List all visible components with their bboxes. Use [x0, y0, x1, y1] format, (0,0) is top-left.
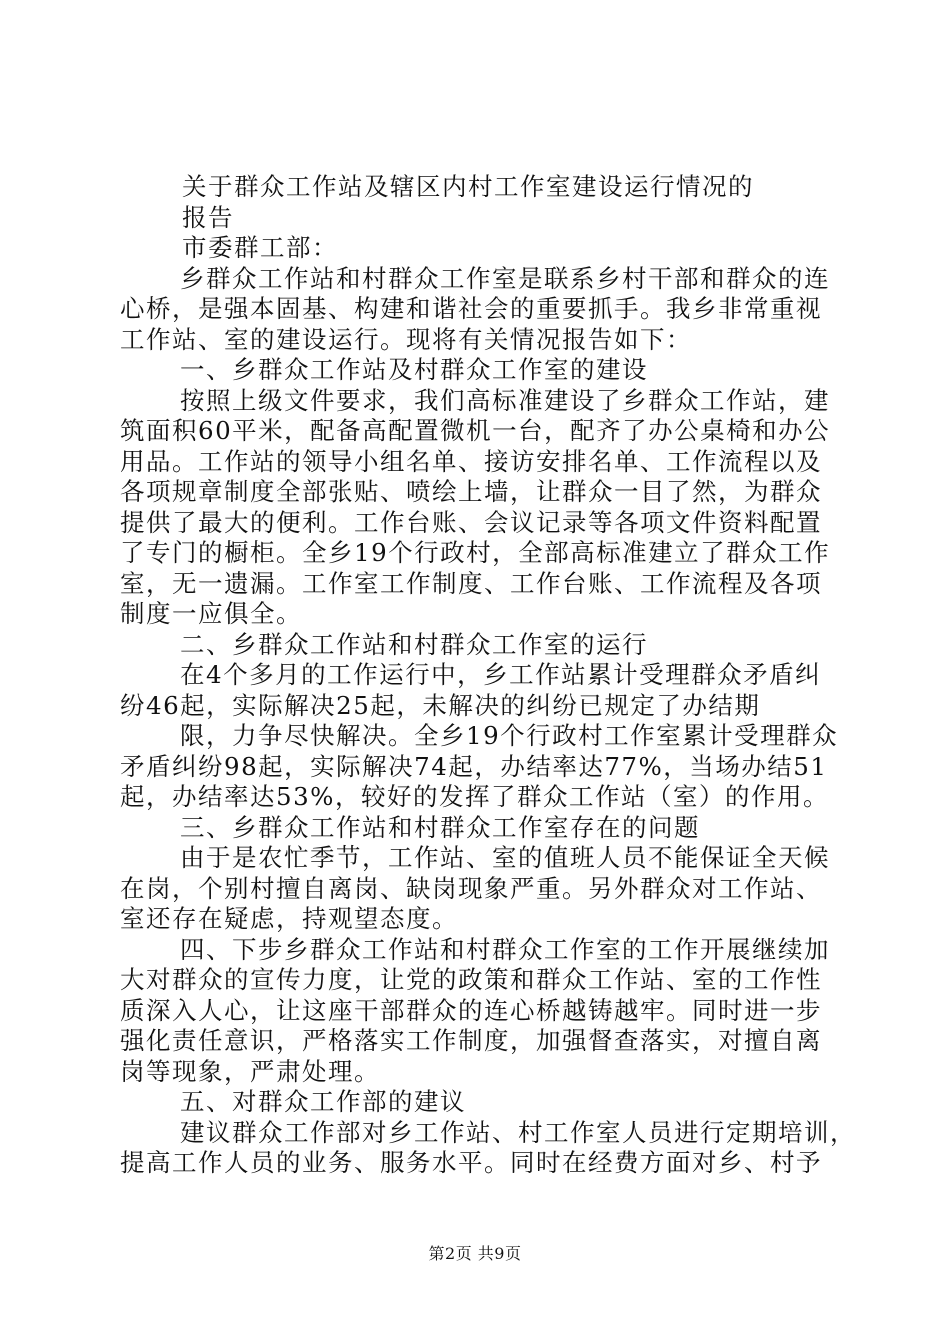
paragraph-line: 限，力争尽快解决。全乡19个行政村工作室累计受理群众	[180, 721, 839, 750]
section-heading: 一、乡群众工作站及村群众工作室的建设	[180, 355, 648, 384]
section-heading: 二、乡群众工作站和村群众工作室的运行	[180, 629, 648, 659]
paragraph-line: 乡群众工作站和村群众工作室是联系乡村干部和群众的连	[180, 263, 830, 293]
document-title-line-1: 关于群众工作站及辖区内村工作室建设运行情况的	[182, 172, 754, 201]
addressee: 市委群工部：	[182, 233, 338, 262]
paragraph-line: 矛盾纠纷98起，实际解决74起，办结率达77%，当场办结51	[120, 751, 828, 781]
paragraph-line: 大对群众的宣传力度，让党的政策和群众工作站、室的工作性	[120, 965, 822, 994]
paragraph-line: 岗等现象，严肃处理。	[120, 1056, 380, 1086]
paragraph-line: 强化责任意识，严格落实工作制度，加强督查落实，对擅自离	[120, 1026, 822, 1055]
paragraph-line: 由于是农忙季节，工作站、室的值班人员不能保证全天候	[180, 843, 830, 872]
paragraph-line: 筑面积60平米，配备高配置微机一台，配齐了办公桌椅和办公	[120, 416, 831, 445]
paragraph-line: 纷46起，实际解决25起，未解决的纠纷已规定了办结期	[120, 690, 761, 720]
paragraph-line: 用品。工作站的领导小组名单、接访安排名单、工作流程以及	[120, 446, 822, 476]
paragraph-line: 起，办结率达53%，较好的发挥了群众工作站（室）的作用。	[120, 782, 829, 811]
paragraph-line: 室还存在疑虑，持观望态度。	[120, 904, 458, 933]
page-number-footer: 第2页 共9页	[428, 1244, 522, 1263]
paragraph-line: 按照上级文件要求，我们高标准建设了乡群众工作站，建	[180, 385, 830, 415]
paragraph-line: 提高工作人员的业务、服务水平。同时在经费方面对乡、村予	[120, 1148, 822, 1177]
paragraph-line: 提供了最大的便利。工作台账、会议记录等各项文件资料配置	[120, 507, 822, 537]
paragraph-line: 建议群众工作部对乡工作站、村工作室人员进行定期培训，	[180, 1117, 856, 1147]
paragraph-line: 制度一应俱全。	[120, 599, 302, 628]
paragraph-line: 各项规章制度全部张贴、喷绘上墙，让群众一目了然，为群众	[120, 477, 822, 506]
section-heading: 三、乡群众工作站和村群众工作室存在的问题	[180, 812, 700, 842]
document-text	[120, 263, 856, 1179]
section-heading: 四、下步乡群众工作站和村群众工作室的工作开展继续加	[180, 934, 830, 964]
paragraph-line: 了专门的橱柜。全乡19个行政村，全部高标准建立了群众工作	[120, 538, 831, 567]
paragraph-line: 质深入人心，让这座干部群众的连心桥越铸越牢。同时进一步	[120, 995, 822, 1025]
document-title-line-2: 报告	[182, 202, 234, 232]
paragraph-line: 在岗，个别村擅自离岗、缺岗现象严重。另外群众对工作站、	[120, 873, 822, 903]
paragraph-line: 工作站、室的建设运行。现将有关情况报告如下：	[120, 324, 692, 354]
paragraph-line: 在4个多月的工作运行中，乡工作站累计受理群众矛盾纠	[180, 660, 822, 689]
document-body	[120, 172, 856, 1179]
section-heading: 五、对群众工作部的建议	[180, 1087, 466, 1116]
paragraph-line: 心桥，是强本固基、构建和谐社会的重要抓手。我乡非常重视	[120, 294, 822, 323]
paragraph-line: 室，无一遗漏。工作室工作制度、工作台账、工作流程及各项	[120, 568, 822, 598]
